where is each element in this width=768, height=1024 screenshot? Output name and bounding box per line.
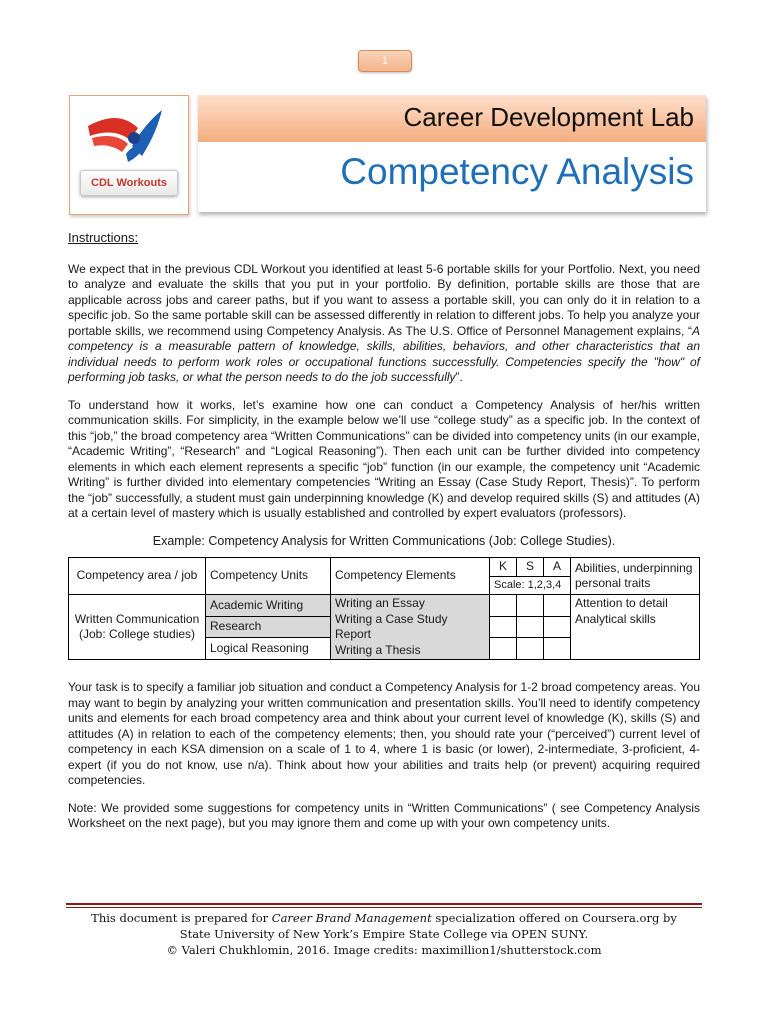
header-elements: Competency Elements [331,558,490,595]
footer-line-3: © Valeri Chukhlomin, 2016. Image credits: maximillion1/shutterstock.com [166,943,602,957]
cell-k [490,595,517,617]
cell-abilities: Attention to detail Analytical skills [571,595,700,660]
table-caption: Example: Competency Analysis for Written Communications (Job: College Studies). [152,533,616,548]
superhero-logo-icon [70,96,188,170]
element-item: Writing an Essay [335,596,425,610]
footer [66,910,702,958]
table-header-row [69,558,700,577]
cell-k [490,638,517,660]
header-units: Competency Units [206,558,331,595]
cell-elements [331,595,490,660]
cell-a [544,638,571,660]
intro-text: We expect that in the previous CDL Workout you identified at least 5-6 portable skills for your Portfolio. Next, you need to analyze and evaluate the skills that you put in your portfolio. By definition, portable skills are those that are applicable across jobs and career paths, but if you want to assess a portable skill, you can only do it in relation to a specific job. So the same portable skill can be assessed differently in relation to different jobs. To help you analyze your portable skills, we recommend using Competency Analysis. As The U.S. Office of Personnel Management explains, “ [68,261,700,338]
element-item: Writing a Thesis [335,642,421,657]
cell-a [544,616,571,638]
footer-text: specialization offered on Coursera.org by [431,911,677,925]
example-paragraph: To understand how it works, let’s examine how one can conduct a Competency Analysis of her/his written communication skills. For simplicity, in the example below we’ll use “college study” as a specific job. In the context of this “job,” the broad competency area “Written Communications” can be divided into competency units (in our example, “Academic Writing”, “Research” and “Logical Reasoning”). Then each unit can be further divided into competency elements in which each element represents a specific “job” function (in our example, the competency unit “Academic Writing” is further divided into elementary competencies “Writing an Essay (Case Study Report, Thesis)”. To perform the “job” successfully, a student must gain underpinning knowledge (K) and develop required skills (S) and attitudes (A) at a certain level of mastery which is usually established and controlled by expert evaluators (professors). [68,397,700,520]
page-title: Competency Analysis [340,151,694,192]
header-k: K [490,558,517,577]
task-paragraph: Your task is to specify a familiar job situation and conduct a Competency Analysis for 1-2 broad competency areas. You may want to begin by analyzing your written communication and presentation skills. You’ll need to identify competency units and elements for each broad competency area and think about your current level of knowledge (K), skills (S) and attitudes (A) in relation to each of the competency elements; then, you should rate your (“perceived”) current level of competency in each KSA dimension on a scale of 1 to 4, where 1 is basic (or lower), 2-intermediate, 3-proficient, 4-expert (if you do not know, use n/a). Think about how your abilities and traits help (or prevent) acquiring required competencies. [68,680,700,787]
instructions-heading: Instructions: [68,230,139,245]
footer-line-2: State University of New York’s Empire State College via OPEN SUNY. [179,927,589,941]
cell-area: Written Communication (Job: College studies) [69,595,206,660]
intro-end: ”. [455,370,463,384]
opm-quote: A competency is a measurable pattern of knowledge, skills, abilities, behaviors, and other characteristics that an individual needs to perform work roles or occupational functions successfully. Competencies specify the "how" of performing job tasks, or what the person needs to do the job successfully [68,323,700,384]
header-area: Competency area / job [69,558,206,595]
footer-specialization: Career Brand Management [271,911,432,925]
footer-rule [66,903,702,905]
header-s: S [517,558,544,577]
cell-unit: Research [206,616,331,638]
cell-s [517,638,544,660]
header-scale: Scale: 1,2,3,4 [490,576,571,595]
cell-s [517,595,544,617]
cdl-logo [69,95,189,215]
cell-k [490,616,517,638]
header-abilities: Abilities, underpinning personal traits [571,558,700,595]
footer-rule-thin [66,907,702,908]
cell-s [517,616,544,638]
intro-paragraph [68,262,700,386]
note-paragraph: Note: We provided some suggestions for competency units in “Written Communications” ( see Competency Analysis Worksheet on the next page), but you may ignore them and come up with your own competency units. [68,800,700,830]
cell-unit: Academic Writing [206,595,331,617]
title-banner [198,95,706,212]
cell-a [544,595,571,617]
competency-example-table [68,557,700,660]
table-row [69,595,700,617]
cell-unit: Logical Reasoning [206,638,331,660]
page-number-badge: 1 [358,50,412,72]
document-body [68,230,700,844]
cdl-workouts-label: CDL Workouts [80,170,178,196]
banner-subtitle: Career Development Lab [403,102,694,132]
footer-line-1 [66,910,702,926]
element-item: Writing a Case Study Report [335,611,448,641]
footer-text: This document is prepared for [91,911,272,925]
header-a: A [544,558,571,577]
